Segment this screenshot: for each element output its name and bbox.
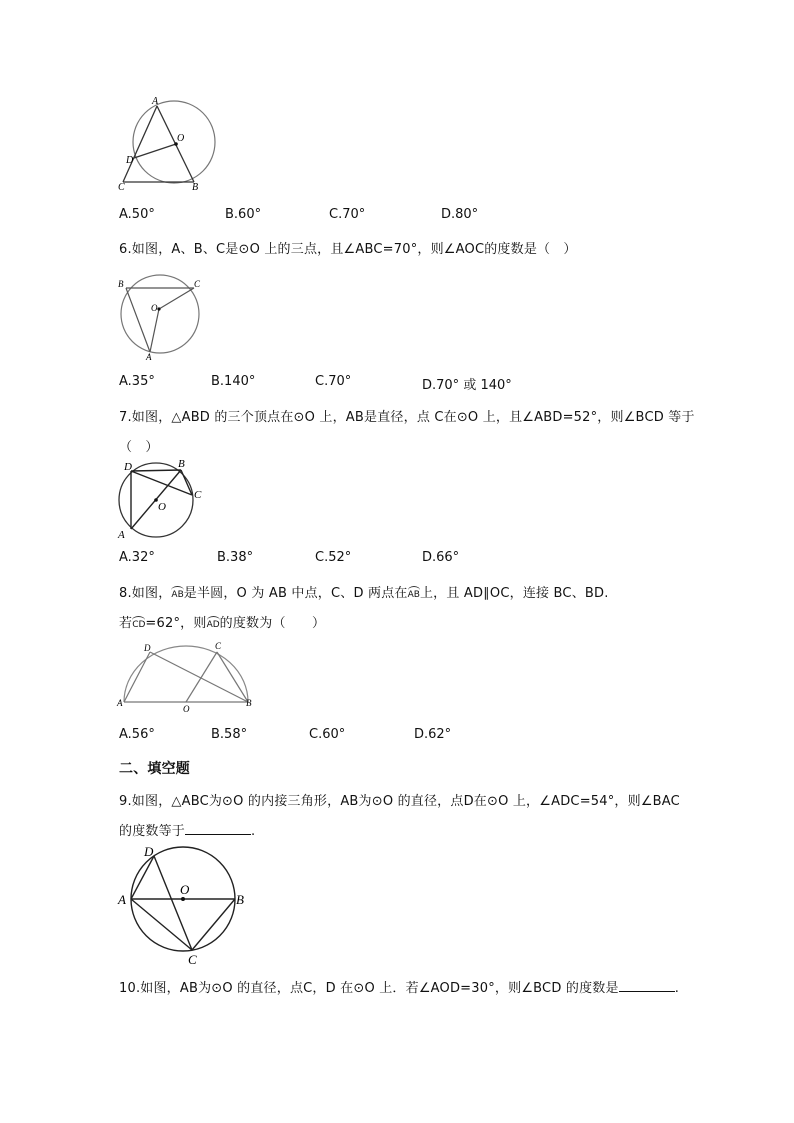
- q8-arc-ab: AB: [171, 590, 184, 600]
- q8-question-text-line1: [119, 582, 609, 601]
- q9-label-o: O: [180, 882, 190, 897]
- section-title-fill-in: 二、填空题: [119, 761, 190, 777]
- q7-figure: [114, 456, 210, 542]
- q9-question-text-line2: [119, 820, 255, 839]
- q8-geometry-diagram: [114, 640, 256, 714]
- q5-label-o: O: [177, 133, 185, 144]
- q8-text-2a: 若: [119, 616, 133, 631]
- q7-label-a: A: [118, 529, 125, 541]
- q8-text-1a: 8.如图，: [119, 586, 172, 601]
- q8-question-text-line2: [119, 612, 325, 631]
- q7-option-c[interactable]: C.52°: [315, 550, 352, 565]
- q9-label-b: B: [236, 892, 244, 907]
- q8-label-d: D: [144, 643, 151, 653]
- q6-label-c: C: [194, 279, 201, 289]
- q5-option-b[interactable]: B.60°: [225, 207, 262, 222]
- q8-text-1c: 上，且 AD∥OC，连接 BC、BD.: [419, 586, 609, 601]
- q5-figure: [114, 94, 224, 194]
- q5-label-d: D: [126, 155, 134, 166]
- q9-label-d: D: [144, 844, 154, 859]
- q6-label-o: O: [151, 303, 158, 313]
- q9-figure: [114, 842, 252, 966]
- q9-geometry-diagram: [114, 842, 252, 966]
- q7-label-d: D: [124, 461, 132, 473]
- q6-label-b: B: [118, 279, 124, 289]
- q6-option-c[interactable]: C.70°: [315, 374, 352, 389]
- q7-label-o: O: [158, 501, 166, 513]
- q5-label-c: C: [118, 182, 125, 193]
- q8-arc-ad: AD: [206, 620, 220, 630]
- q9-label-c: C: [188, 952, 197, 966]
- q8-arc-ab-2: AB: [407, 590, 420, 600]
- q9-answer-blank[interactable]: [185, 822, 251, 835]
- q8-text-2b: =62°，则: [145, 616, 207, 631]
- q10-text: 10.如图，AB为⊙O 的直径，点C，D 在⊙O 上．若∠AOD=30°，则∠BCD 的度数是: [119, 981, 619, 996]
- q8-label-a: A: [117, 698, 123, 708]
- q5-option-a[interactable]: A.50°: [119, 207, 155, 222]
- q7-option-d[interactable]: D.66°: [422, 550, 460, 565]
- q9-text-end: .: [251, 824, 256, 839]
- q5-label-a: A: [152, 96, 159, 107]
- q5-option-d[interactable]: D.80°: [441, 207, 479, 222]
- q6-question-text: 6.如图，A、B、C是⊙O 上的三点，且∠ABC=70°，则∠AOC的度数是（ ）: [119, 242, 577, 257]
- q8-label-c: C: [215, 641, 222, 651]
- q5-label-b: B: [192, 182, 199, 193]
- q7-geometry-diagram: [114, 456, 210, 542]
- q6-option-a[interactable]: A.35°: [119, 374, 155, 389]
- q9-text-2: 的度数等于: [119, 824, 186, 839]
- q7-label-b: B: [178, 458, 185, 470]
- q10-text-end: .: [674, 981, 680, 996]
- q5-option-c[interactable]: C.70°: [329, 207, 366, 222]
- q10-answer-blank[interactable]: [619, 979, 675, 992]
- q7-label-c: C: [194, 489, 202, 501]
- q7-option-a[interactable]: A.32°: [119, 550, 155, 565]
- q7-answer-bracket: （ ）: [119, 440, 159, 455]
- q6-figure: [114, 274, 206, 360]
- q8-arc-cd: CD: [132, 620, 146, 630]
- q5-geometry-diagram: [114, 94, 224, 194]
- q8-option-c[interactable]: C.60°: [309, 727, 346, 742]
- q8-label-o: O: [183, 704, 190, 714]
- q8-option-a[interactable]: A.56°: [119, 727, 155, 742]
- q8-text-1b: 是半圆，O 为 AB 中点，C、D 两点在: [183, 586, 408, 601]
- q6-option-b[interactable]: B.140°: [211, 374, 256, 389]
- q7-question-text: 7.如图，△ABD 的三个顶点在⊙O 上，AB是直径，点 C在⊙O 上，且∠ABD=52°，则∠BCD 等于: [119, 410, 695, 425]
- q9-label-a: A: [118, 892, 126, 907]
- q8-label-b: B: [246, 698, 252, 708]
- q7-option-b[interactable]: B.38°: [217, 550, 254, 565]
- q6-geometry-diagram: [114, 274, 206, 360]
- q8-text-2c: 的度数为（ ）: [219, 616, 326, 631]
- q6-option-d[interactable]: D.70° 或 140°: [422, 378, 512, 393]
- q8-figure: [114, 640, 256, 714]
- q9-question-text: 9.如图，△ABC为⊙O 的内接三角形，AB为⊙O 的直径，点D在⊙O 上，∠ADC=54°，则∠BAC: [119, 794, 680, 809]
- q8-option-b[interactable]: B.58°: [211, 727, 248, 742]
- q10-question-text: [119, 977, 679, 996]
- q6-label-a: A: [146, 352, 152, 360]
- q8-option-d[interactable]: D.62°: [414, 727, 452, 742]
